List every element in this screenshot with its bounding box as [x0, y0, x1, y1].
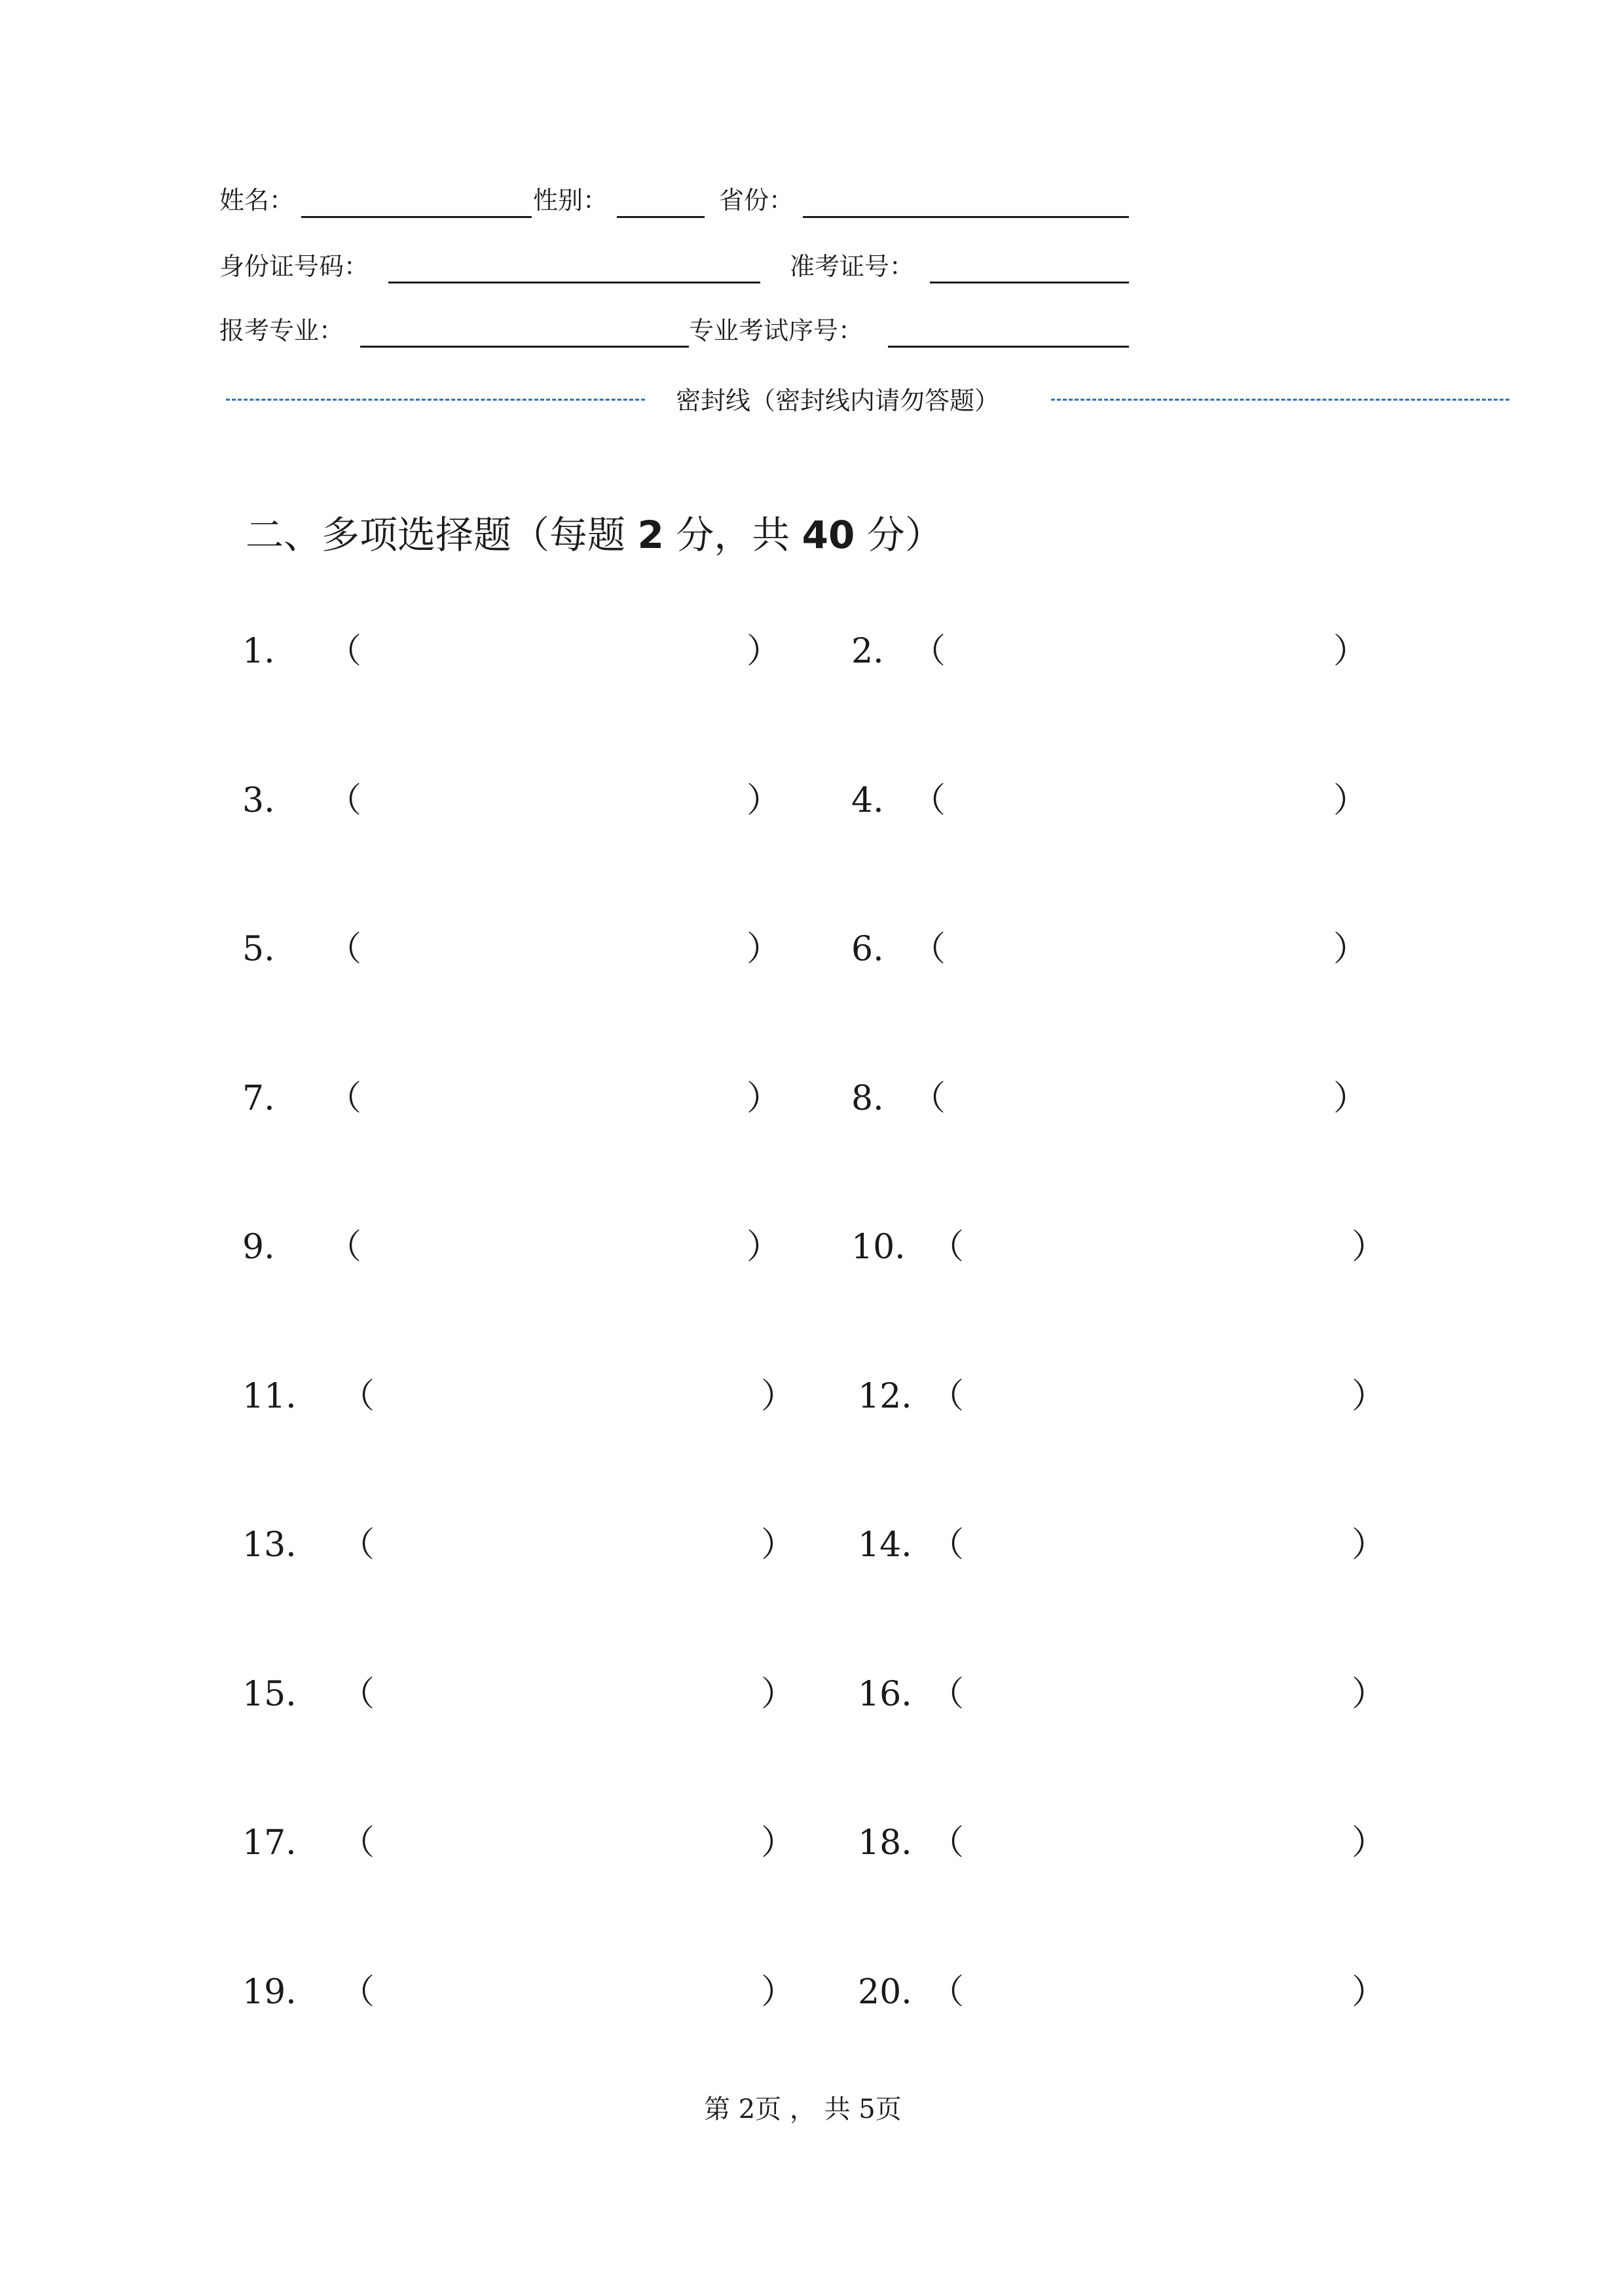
answer-close-paren: ）: [1352, 1228, 1386, 1267]
answer-slot[interactable]: [969, 1971, 1345, 2013]
answer-close-paren: ）: [747, 632, 781, 671]
points-total: 40: [802, 513, 855, 557]
answer-open-paren: （: [341, 1675, 375, 1714]
answer-open-paren: （: [327, 632, 362, 671]
answer-close-paren: ）: [1352, 1823, 1386, 1863]
answer-slot[interactable]: [969, 1822, 1345, 1864]
section-title: [246, 512, 943, 558]
major-field[interactable]: [360, 346, 689, 348]
question-number: 14.: [858, 1525, 912, 1565]
answer-slot[interactable]: [367, 1226, 740, 1268]
page-number: 第 2页 ， 共 5页: [704, 2094, 902, 2124]
answer-open-paren: （: [930, 1377, 965, 1416]
exam-seq-label: 专业考试序号：: [689, 316, 864, 345]
major-label: 报考专业：: [219, 316, 344, 345]
answer-slot[interactable]: [367, 928, 740, 970]
answer-open-paren: （: [912, 1079, 946, 1118]
answer-close-paren: ）: [747, 781, 781, 820]
section-title-prefix: 二、多项选择题（每题: [246, 513, 638, 557]
answer-open-paren: （: [930, 1525, 965, 1565]
answer-slot[interactable]: [951, 928, 1327, 970]
id-number-field[interactable]: [388, 282, 760, 283]
answer-close-paren: ）: [747, 930, 781, 969]
answer-close-paren: ）: [747, 1079, 781, 1118]
answer-slot[interactable]: [380, 1376, 754, 1417]
answer-close-paren: ）: [761, 1973, 796, 2012]
section-title-mid: 分，共: [663, 513, 802, 557]
answer-slot[interactable]: [969, 1673, 1345, 1715]
name-label: 姓名：: [219, 186, 295, 215]
question-number: 8.: [851, 1079, 884, 1118]
answer-slot[interactable]: [380, 1822, 754, 1864]
answer-open-paren: （: [327, 1228, 362, 1267]
question-number: 11.: [242, 1377, 297, 1416]
province-field[interactable]: [803, 216, 1129, 218]
answer-open-paren: （: [930, 1823, 965, 1863]
answer-slot[interactable]: [380, 1673, 754, 1715]
answer-open-paren: （: [930, 1973, 965, 2012]
answer-slot[interactable]: [380, 1971, 754, 2013]
question-number: 16.: [858, 1675, 912, 1714]
answer-close-paren: ）: [1333, 930, 1368, 969]
answer-close-paren: ）: [1333, 632, 1368, 671]
seal-rule-right: [1051, 399, 1509, 401]
question-number: 10.: [851, 1228, 906, 1267]
name-field[interactable]: [301, 216, 532, 218]
answer-close-paren: ）: [761, 1675, 796, 1714]
answer-close-paren: ）: [761, 1525, 796, 1565]
province-label: 省份：: [719, 186, 794, 215]
answer-slot[interactable]: [367, 780, 740, 822]
answer-slot[interactable]: [367, 1078, 740, 1120]
answer-close-paren: ）: [747, 1228, 781, 1267]
answer-close-paren: ）: [761, 1377, 796, 1416]
admission-number-field[interactable]: [930, 282, 1129, 283]
answer-close-paren: ）: [1333, 781, 1368, 820]
question-number: 6.: [851, 930, 884, 969]
answer-slot[interactable]: [367, 630, 740, 672]
question-number: 15.: [242, 1675, 297, 1714]
answer-close-paren: ）: [761, 1823, 796, 1863]
question-number: 2.: [851, 632, 884, 671]
question-number: 5.: [242, 930, 275, 969]
question-number: 19.: [242, 1973, 297, 2012]
id-number-label: 身份证号码：: [219, 252, 369, 281]
seal-rule-left: [226, 399, 645, 401]
question-number: 13.: [242, 1525, 297, 1565]
answer-slot[interactable]: [969, 1376, 1345, 1417]
answer-slot[interactable]: [951, 780, 1327, 822]
gender-label: 性别：: [533, 186, 608, 215]
answer-open-paren: （: [327, 1079, 362, 1118]
question-number: 12.: [858, 1377, 912, 1416]
question-number: 18.: [858, 1823, 912, 1863]
admission-number-label: 准考证号：: [790, 252, 915, 281]
points-each: 2: [637, 513, 664, 557]
answer-open-paren: （: [341, 1973, 375, 2012]
answer-open-paren: （: [341, 1377, 375, 1416]
answer-open-paren: （: [930, 1228, 965, 1267]
answer-open-paren: （: [912, 632, 946, 671]
answer-open-paren: （: [327, 781, 362, 820]
question-number: 4.: [851, 781, 884, 820]
answer-open-paren: （: [912, 930, 946, 969]
answer-open-paren: （: [341, 1823, 375, 1863]
answer-close-paren: ）: [1352, 1377, 1386, 1416]
answer-close-paren: ）: [1352, 1525, 1386, 1565]
question-number: 1.: [242, 632, 275, 671]
answer-slot[interactable]: [380, 1524, 754, 1566]
seal-line-text: 密封线（密封线内请勿答题）: [676, 386, 1000, 415]
answer-slot[interactable]: [969, 1226, 1345, 1268]
answer-open-paren: （: [912, 781, 946, 820]
question-number: 17.: [242, 1823, 297, 1863]
answer-close-paren: ）: [1352, 1973, 1386, 2012]
answer-open-paren: （: [930, 1675, 965, 1714]
question-number: 7.: [242, 1079, 275, 1118]
answer-slot[interactable]: [951, 1078, 1327, 1120]
answer-close-paren: ）: [1333, 1079, 1368, 1118]
answer-open-paren: （: [341, 1525, 375, 1565]
question-number: 3.: [242, 781, 275, 820]
exam-seq-field[interactable]: [888, 346, 1129, 348]
answer-slot[interactable]: [969, 1524, 1345, 1566]
answer-close-paren: ）: [1352, 1675, 1386, 1714]
question-number: 9.: [242, 1228, 275, 1267]
answer-slot[interactable]: [951, 630, 1327, 672]
question-number: 20.: [858, 1973, 912, 2012]
section-title-suffix: 分）: [855, 513, 943, 557]
answer-open-paren: （: [327, 930, 362, 969]
gender-field[interactable]: [617, 216, 705, 218]
